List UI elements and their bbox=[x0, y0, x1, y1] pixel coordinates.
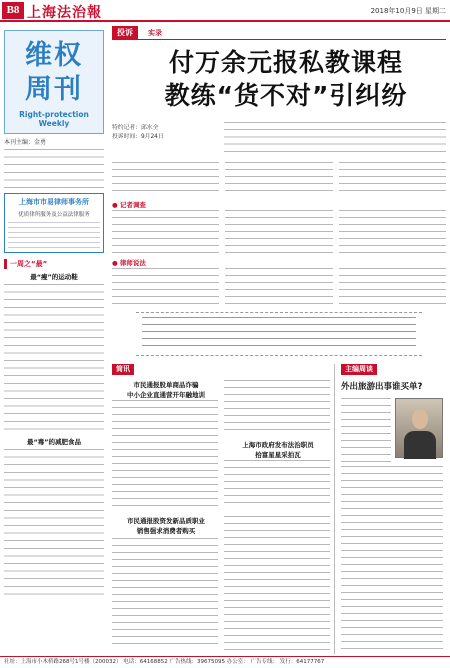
rubric-tag: 投诉 bbox=[112, 26, 138, 39]
author-photo bbox=[395, 398, 443, 458]
article-intro bbox=[224, 122, 446, 158]
news-headline: 上海市政府发布法治职员 bbox=[242, 441, 314, 449]
paragraph bbox=[225, 162, 332, 196]
paragraph bbox=[112, 268, 219, 308]
news-body bbox=[224, 460, 330, 508]
ad-subtitle: 优质律所服务及公益法律服务 bbox=[18, 212, 90, 218]
left-text-block bbox=[4, 149, 104, 189]
news-headline: 中小企业直通营开年融地训 bbox=[127, 391, 205, 399]
pull-quote bbox=[136, 312, 422, 356]
news-headline: 市民通报股单商品诈骗 bbox=[133, 381, 199, 389]
newspaper-logo: 上海法治報 bbox=[27, 5, 102, 21]
left-article-1 bbox=[4, 284, 104, 434]
byline bbox=[112, 122, 222, 140]
issue-date: 2018年10月9日 星期二 bbox=[370, 7, 446, 15]
headline-line1: 付万余元报私教课程 bbox=[168, 48, 403, 77]
headline-line2: 教练“货不对”引纠纷 bbox=[164, 81, 408, 110]
footer: 社址：上海市小木桥路268号1号楼（200032） 电话：64168852 广告热线：39675095 办公室： 广告专线： 发行：64177767 bbox=[0, 656, 450, 668]
column-editor: 本刊主编：金勇 bbox=[4, 139, 47, 146]
editor-column bbox=[334, 364, 446, 654]
paragraph bbox=[339, 162, 446, 196]
article-paragraphs-bottom bbox=[112, 268, 446, 308]
left-article-2 bbox=[4, 449, 104, 599]
page-number-badge: B8 bbox=[2, 2, 24, 19]
section-rubric bbox=[112, 26, 446, 40]
sub-headline-2: 最“毒”的减肥食品 bbox=[26, 438, 82, 446]
sub-headline-1: 最“瘦”的运动鞋 bbox=[30, 273, 78, 281]
weekly-best-tag: 一周之“最” bbox=[4, 259, 104, 269]
paragraph bbox=[339, 268, 446, 308]
editor-column-tag: 主编周谈 bbox=[341, 364, 377, 375]
news-briefs bbox=[112, 364, 332, 654]
section-label-lawyer: ● 律师说法 bbox=[112, 259, 146, 267]
rubric-subtag: 实录 bbox=[148, 29, 162, 37]
news-headline: 销售强求消费者购买 bbox=[136, 527, 196, 535]
column-title-line1: 维权 bbox=[25, 40, 83, 71]
paragraph bbox=[225, 210, 332, 254]
editor-column-title: 外出旅游出事谁买单? bbox=[341, 382, 423, 392]
author-photo-body bbox=[404, 431, 436, 459]
news-body bbox=[224, 380, 330, 434]
byline-reporter: 特约记者：邱水全 bbox=[112, 125, 159, 131]
ad-title: 上海市市易律师事务所 bbox=[19, 198, 89, 206]
column-title-box bbox=[4, 30, 104, 134]
paragraph bbox=[339, 210, 446, 254]
byline-date: 投诉时间：9月24日 bbox=[112, 134, 164, 140]
paragraph bbox=[112, 162, 219, 196]
masthead bbox=[0, 0, 450, 22]
column-title-line2: 周刊 bbox=[25, 74, 83, 105]
article-paragraphs-top bbox=[112, 162, 446, 196]
author-photo-face bbox=[412, 409, 428, 429]
main-article-area bbox=[112, 26, 446, 654]
editor-column-body bbox=[341, 466, 443, 650]
pull-quote-text bbox=[142, 317, 416, 351]
paragraph bbox=[112, 210, 219, 254]
news-tag: 简讯 bbox=[112, 364, 134, 375]
left-column bbox=[0, 26, 108, 654]
news-body bbox=[112, 400, 218, 508]
news-body bbox=[224, 516, 330, 650]
article-paragraphs-mid bbox=[112, 210, 446, 254]
section-label-investigation: ● 记者调查 bbox=[112, 201, 146, 209]
news-headline: 市民通报股资发新品质职业 bbox=[127, 517, 205, 525]
column-title-english: Right-protection Weekly bbox=[19, 110, 89, 128]
news-body bbox=[112, 538, 218, 650]
ad-text-lines bbox=[8, 222, 100, 250]
headline bbox=[136, 46, 436, 112]
news-headline: 拾富星星采拍瓦 bbox=[255, 451, 301, 459]
editor-column-body bbox=[341, 398, 391, 462]
paragraph bbox=[225, 268, 332, 308]
law-firm-ad bbox=[4, 193, 104, 253]
